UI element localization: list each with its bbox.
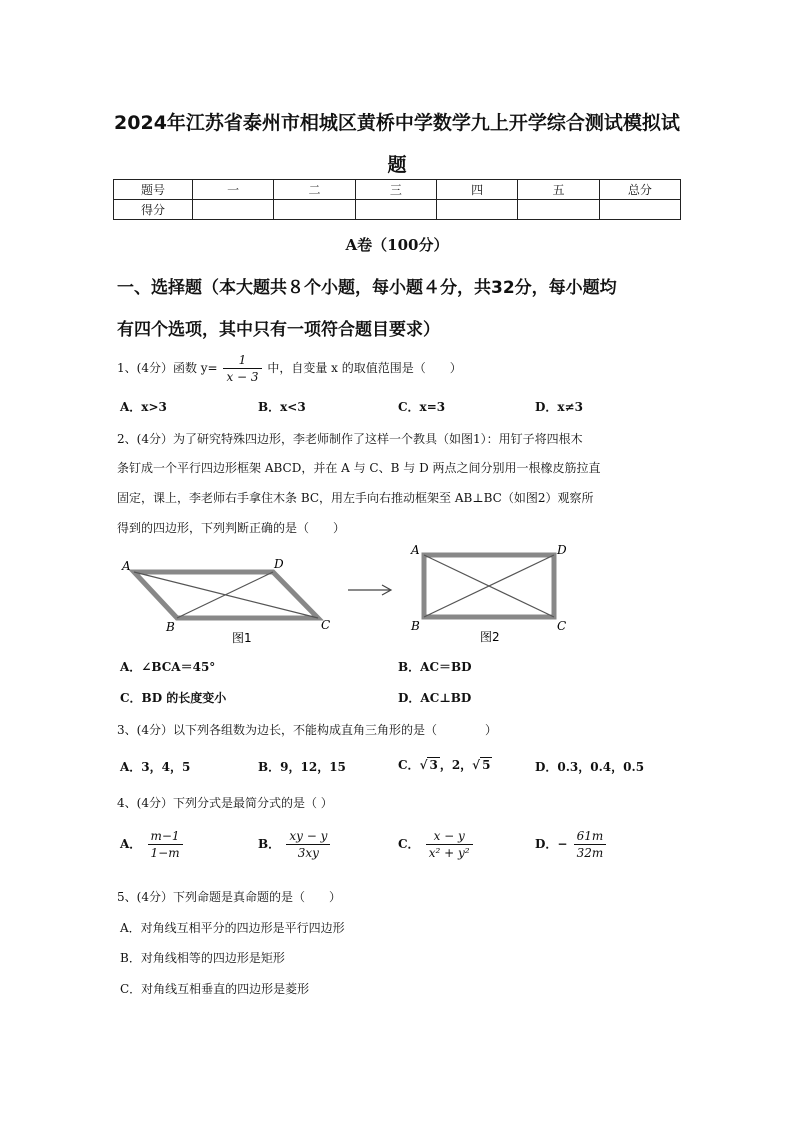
q1-option-c: C．x=3 xyxy=(398,400,446,414)
score-cell xyxy=(518,200,599,220)
q4-option-a-label: A． xyxy=(120,837,142,851)
fig1-label-c: C xyxy=(321,618,331,632)
q3-option-b: B．9，12，15 xyxy=(258,760,346,774)
q4-option-c-label: C． xyxy=(398,837,420,851)
q5-option-a: A．对角线互相平分的四边形是平行四边形 xyxy=(120,921,345,935)
q2-option-c: C．BD 的长度变小 xyxy=(120,691,227,705)
section1-heading-line2: 有四个选项，其中只有一项符合题目要求） xyxy=(117,320,440,340)
exam-title-line1: 2024年江苏省泰州市相城区黄桥中学数学九上开学综合测试模拟试 xyxy=(114,112,680,134)
question-5-stem: 5、(4分）下列命题是真命题的是（ ） xyxy=(117,890,341,904)
q1-prefix: 1、(4分）函数 y= xyxy=(117,361,218,375)
q4-option-b-label: B． xyxy=(258,837,281,851)
fig1-label-b: B xyxy=(166,620,175,634)
q4-option-c-fraction xyxy=(426,828,473,861)
q4-d-num: 61m xyxy=(574,828,607,845)
fig2-caption: 图2 xyxy=(480,630,500,644)
q4-a-den: 1−m xyxy=(150,846,180,860)
score-cell xyxy=(274,200,355,220)
question-2-line2: 条钉成一个平行四边形框架 ABCD，并在 A 与 C、B 与 D 两点之间分别用一根橡皮筋拉直 xyxy=(117,461,601,475)
question-2-line4: 得到的四边形，下列判断正确的是（ ） xyxy=(117,521,346,535)
q1-option-a: A．x>3 xyxy=(120,400,167,414)
fig1-label-d: D xyxy=(274,557,284,571)
q4-option-a xyxy=(120,828,185,861)
q4-a-num: m−1 xyxy=(148,828,183,845)
q4-b-den: 3xy xyxy=(297,846,319,860)
q1-option-d: D．x≠3 xyxy=(535,400,583,414)
q4-option-a-fraction xyxy=(148,828,183,861)
question-3-stem: 3、(4分）以下列各组数为边长，不能构成直角三角形的是（ ） xyxy=(117,723,497,737)
score-header-cell: 题号 xyxy=(114,180,193,200)
score-header-cell: 一 xyxy=(193,180,274,200)
fig2-label-c: C xyxy=(557,619,567,633)
q4-option-d-label: D．− xyxy=(535,837,568,851)
q1-fraction xyxy=(223,352,261,385)
fig1-caption: 图1 xyxy=(232,631,252,645)
paper-label: A卷（100分） xyxy=(345,236,449,254)
q4-c-den: x² + y² xyxy=(428,846,470,860)
transform-arrow-icon xyxy=(348,585,391,595)
q3-option-c-mid: ，2， xyxy=(439,758,473,772)
score-table xyxy=(113,179,681,220)
question-4-stem: 4、(4分）下列分式是最简分式的是（ ） xyxy=(117,796,333,810)
score-header-cell: 总分 xyxy=(599,180,680,200)
q1-suffix: 中，自变量 x 的取值范围是（ ） xyxy=(267,361,462,375)
q2-option-a: A．∠BCA＝45° xyxy=(120,660,216,674)
q2-figure xyxy=(110,540,580,648)
q4-option-d-fraction xyxy=(574,828,607,861)
q3-sqrt-3-radicand: 3 xyxy=(429,758,438,772)
q5-option-b: B．对角线相等的四边形是矩形 xyxy=(120,951,285,965)
q3-option-a: A．3，4，5 xyxy=(120,760,191,774)
q5-option-c: C．对角线互相垂直的四边形是菱形 xyxy=(120,982,310,996)
score-cell xyxy=(193,200,274,220)
fig2-label-a: A xyxy=(411,543,420,557)
q4-option-c xyxy=(398,828,475,861)
figure-2-rectangle xyxy=(410,543,567,644)
score-cell xyxy=(599,200,680,220)
q2-option-d: D．AC⊥BD xyxy=(398,691,472,705)
fig1-label-a: A xyxy=(122,559,131,573)
score-row-label: 得分 xyxy=(114,200,193,220)
q3-option-c-label: C． xyxy=(398,758,420,772)
q3-sqrt-3: √ 3 xyxy=(419,758,438,772)
q4-c-num: x − y xyxy=(426,828,473,845)
q1-option-b: B．x<3 xyxy=(258,400,306,414)
score-cell xyxy=(436,200,517,220)
score-cell xyxy=(355,200,436,220)
q2-option-b: B．AC＝BD xyxy=(398,660,472,674)
q4-b-num: xy − y xyxy=(286,828,330,845)
score-table-score-row xyxy=(114,200,681,220)
q3-sqrt-5-radicand: 5 xyxy=(482,758,491,772)
q3-sqrt-5: √ 5 xyxy=(472,758,491,772)
fig2-label-b: B xyxy=(411,619,420,633)
score-header-cell: 五 xyxy=(518,180,599,200)
score-header-cell: 二 xyxy=(274,180,355,200)
q4-d-den: 32m xyxy=(576,846,604,860)
q1-frac-num: 1 xyxy=(223,352,261,369)
q4-option-b-fraction xyxy=(286,828,330,861)
score-table-header-row xyxy=(114,180,681,200)
section1-heading-line1: 一、选择题（本大题共８个小题，每小题４分，共32分，每小题均 xyxy=(117,278,617,298)
q4-option-b xyxy=(258,828,332,861)
q3-option-c xyxy=(398,756,492,773)
q3-option-d: D．0.3，0.4，0.5 xyxy=(535,760,645,774)
q4-option-d xyxy=(535,828,608,861)
question-1-stem xyxy=(117,352,462,385)
score-header-cell: 三 xyxy=(355,180,436,200)
q1-frac-den: x − 3 xyxy=(226,370,259,384)
exam-title-line2: 题 xyxy=(387,154,407,176)
score-header-cell: 四 xyxy=(436,180,517,200)
question-2-line3: 固定，课上，李老师右手拿住木条 BC，用左手向右推动框架至 AB⊥BC（如图2）观察所 xyxy=(117,491,594,505)
fig2-label-d: D xyxy=(557,543,567,557)
question-2-line1: 2、(4分）为了研究特殊四边形，李老师制作了这样一个教具（如图1）：用钉子将四根木 xyxy=(117,432,583,446)
figure-1-parallelogram xyxy=(121,557,330,645)
